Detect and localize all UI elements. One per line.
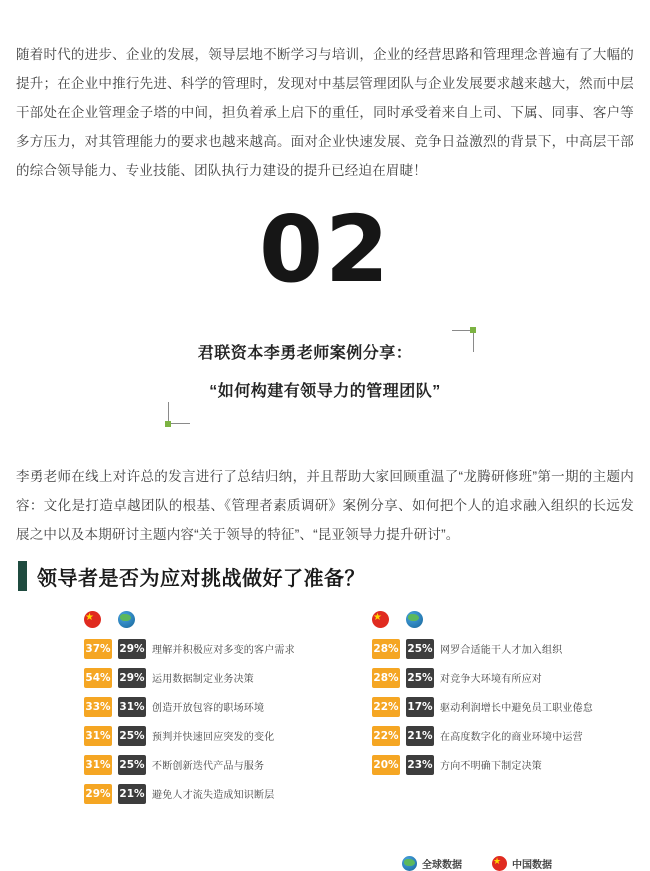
value-china: 31% bbox=[84, 726, 112, 746]
row-label: 网罗合适能干人才加入组织 bbox=[440, 645, 563, 656]
value-china: 22% bbox=[372, 697, 400, 717]
flag-icon bbox=[372, 611, 389, 628]
row-label: 理解并积极应对多变的客户需求 bbox=[152, 645, 295, 656]
value-china: 54% bbox=[84, 668, 112, 688]
table-row bbox=[372, 665, 650, 690]
legend-item-china bbox=[492, 856, 552, 871]
row-label: 不断创新迭代产品与服务 bbox=[152, 761, 265, 772]
value-global: 21% bbox=[406, 726, 434, 746]
table-row bbox=[372, 752, 650, 777]
table-row bbox=[84, 752, 374, 777]
title-accent-bar bbox=[18, 561, 27, 591]
value-china: 37% bbox=[84, 639, 112, 659]
row-label: 创造开放包容的职场环境 bbox=[152, 703, 265, 714]
table-row bbox=[372, 694, 650, 719]
value-global: 25% bbox=[118, 755, 146, 775]
legend-item-global bbox=[402, 856, 462, 871]
value-china: 20% bbox=[372, 755, 400, 775]
corner-square-green-bottom bbox=[165, 421, 171, 427]
value-china: 31% bbox=[84, 755, 112, 775]
legend-label: 中国数据 bbox=[512, 860, 552, 871]
globe-icon bbox=[402, 856, 417, 871]
value-china: 28% bbox=[372, 639, 400, 659]
value-global: 31% bbox=[118, 697, 146, 717]
infographic-body bbox=[16, 608, 634, 871]
row-label: 运用数据制定业务决策 bbox=[152, 674, 254, 685]
globe-icon bbox=[118, 611, 135, 628]
row-label: 方向不明确下制定决策 bbox=[440, 761, 542, 772]
row-label: 对竞争大环境有所应对 bbox=[440, 674, 542, 685]
table-row bbox=[84, 781, 374, 806]
value-global: 25% bbox=[118, 726, 146, 746]
table-row bbox=[84, 694, 374, 719]
value-china: 28% bbox=[372, 668, 400, 688]
chart-legend bbox=[402, 856, 552, 871]
legend-label: 全球数据 bbox=[422, 860, 462, 871]
chart-column-left bbox=[84, 608, 374, 810]
value-global: 29% bbox=[118, 639, 146, 659]
row-label: 预判并快速回应突发的变化 bbox=[152, 732, 275, 743]
value-china: 29% bbox=[84, 784, 112, 804]
value-global: 17% bbox=[406, 697, 434, 717]
second-paragraph: 李勇老师在线上对许总的发言进行了总结归纳，并且帮助大家回顾重温了“龙腾研修班”第一期的主题内容：文化是打造卓越团队的根基、《管理者素质调研》案例分享、如何把个人的追求融入组织的长远发展之中以及本期研讨主题内容“关于领导的特征”、“昆亚领导力提升研讨”。 bbox=[16, 468, 634, 542]
row-label: 避免人才流失造成知识断层 bbox=[152, 790, 275, 801]
value-global: 29% bbox=[118, 668, 146, 688]
infographic-title: 领导者是否为应对挑战做好了准备？ bbox=[37, 567, 365, 590]
corner-square-green-top bbox=[470, 327, 476, 333]
infographic-card bbox=[16, 556, 634, 871]
globe-icon bbox=[406, 611, 423, 628]
value-global: 25% bbox=[406, 668, 434, 688]
section-number: 02 bbox=[258, 196, 392, 303]
flag-icon bbox=[492, 856, 507, 871]
chart-column-right bbox=[372, 608, 650, 781]
column-header-right bbox=[372, 608, 650, 630]
table-row bbox=[372, 723, 650, 748]
section-title-line1: 君联资本李勇老师案例分享： bbox=[197, 345, 413, 362]
infographic-header bbox=[16, 556, 365, 596]
column-header-left bbox=[84, 608, 374, 630]
value-china: 22% bbox=[372, 726, 400, 746]
value-china: 33% bbox=[84, 697, 112, 717]
row-label: 驱动利润增长中避免员工职业倦怠 bbox=[440, 703, 593, 714]
value-global: 21% bbox=[118, 784, 146, 804]
section-title-block bbox=[140, 330, 510, 420]
value-global: 23% bbox=[406, 755, 434, 775]
value-global: 25% bbox=[406, 639, 434, 659]
table-row bbox=[84, 636, 374, 661]
section-title-line2: “如何构建有领导力的管理团队” bbox=[209, 383, 441, 400]
intro-paragraph: 随着时代的进步、企业的发展，领导层地不断学习与培训，企业的经营思路和管理理念普遍有了大幅的提升；在企业中推行先进、科学的管理时，发现对中基层管理团队与企业发展要求越来越大，然而中层干部处在企业管理金子塔的中间，担负着承上启下的重任，同时承受着来自上司、下属、同事、客户等多方压力，对其管理能力的要求也越来越高。面对企业快速发展、竞争日益激烈的背景下，中高层干部的综合领导能力、专业技能、团队执行力建设的提升已经迫在眉睫！ bbox=[16, 46, 634, 178]
row-label: 在高度数字化的商业环境中运营 bbox=[440, 732, 583, 743]
corner-mark-bottom-left bbox=[168, 402, 190, 424]
table-row bbox=[84, 723, 374, 748]
table-row bbox=[372, 636, 650, 661]
flag-icon bbox=[84, 611, 101, 628]
table-row bbox=[84, 665, 374, 690]
